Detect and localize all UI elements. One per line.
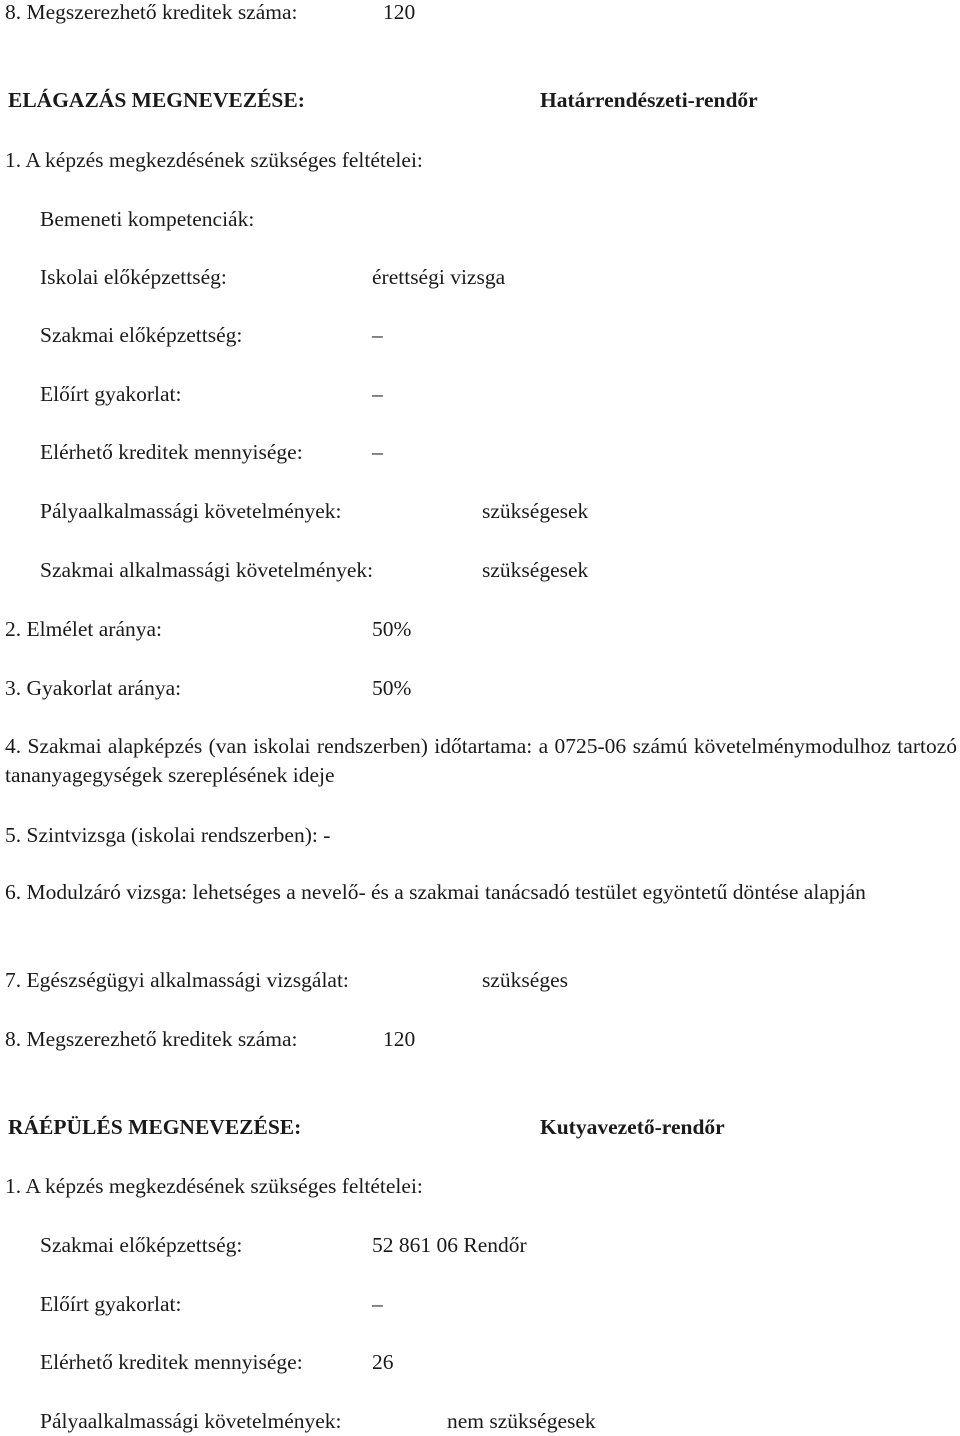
branch-credits-value: 120 <box>383 1027 416 1051</box>
input-competencies-label: Bemeneti kompetenciák: <box>40 207 255 231</box>
branch-item-1: 1. A képzés megkezdésének szükséges feltételei: <box>5 148 423 172</box>
practice-ratio-value: 50% <box>372 676 412 700</box>
module-exam-paragraph: 6. Modulzáró vizsga: lehetséges a nevelő- és a szakmai tanácsadó testület egyöntetű döntése alapján <box>5 880 866 904</box>
addon-heading: RÁÉPÜLÉS MEGNEVEZÉSE: <box>8 1115 302 1139</box>
training-duration-paragraph: 4. Szakmai alapképzés (van iskolai rendszerben) időtartama: a 0725-06 számú követelménymodulhoz tartozó tananyagegységek szereplésének ideje <box>5 734 957 787</box>
theory-ratio-label: 2. Elmélet aránya: <box>5 617 162 641</box>
required-practice-label: Előírt gyakorlat: <box>40 382 182 406</box>
top-credits-value: 120 <box>383 0 416 24</box>
addon-name: Kutyavezető-rendőr <box>540 1115 725 1139</box>
addon-professional-value: 52 861 06 Rendőr <box>372 1233 527 1257</box>
practice-ratio-label: 3. Gyakorlat aránya: <box>5 676 182 700</box>
top-credits-label: 8. Megszerezhető kreditek száma: <box>5 0 298 24</box>
professional-prereq-value: – <box>372 323 383 347</box>
branch-name: Határrendészeti-rendőr <box>540 88 758 112</box>
addon-career-fitness-value: nem szükségesek <box>447 1409 596 1433</box>
professional-fitness-value: szükségesek <box>482 558 589 582</box>
addon-professional-label: Szakmai előképzettség: <box>40 1233 243 1257</box>
school-prereq-value: érettségi vizsga <box>372 265 506 289</box>
health-exam-value: szükséges <box>482 968 568 992</box>
addon-credits-label: Elérhető kreditek mennyisége: <box>40 1350 303 1374</box>
addon-practice-label: Előírt gyakorlat: <box>40 1292 182 1316</box>
theory-ratio-value: 50% <box>372 617 412 641</box>
addon-credits-value: 26 <box>372 1350 394 1374</box>
required-practice-value: – <box>372 382 383 406</box>
level-exam-line: 5. Szintvizsga (iskolai rendszerben): - <box>5 823 331 847</box>
school-prereq-label: Iskolai előképzettség: <box>40 265 227 289</box>
addon-item-1: 1. A képzés megkezdésének szükséges feltételei: <box>5 1174 423 1198</box>
career-fitness-value: szükségesek <box>482 499 589 523</box>
professional-prereq-label: Szakmai előképzettség: <box>40 323 243 347</box>
branch-heading: ELÁGAZÁS MEGNEVEZÉSE: <box>8 88 305 112</box>
professional-fitness-label: Szakmai alkalmassági követelmények: <box>40 558 374 582</box>
career-fitness-label: Pályaalkalmassági követelmények: <box>40 499 342 523</box>
credits-amount-label: Elérhető kreditek mennyisége: <box>40 440 303 464</box>
branch-credits-label: 8. Megszerezhető kreditek száma: <box>5 1027 298 1051</box>
credits-amount-value: – <box>372 440 383 464</box>
addon-career-fitness-label: Pályaalkalmassági követelmények: <box>40 1409 342 1433</box>
addon-practice-value: – <box>372 1292 383 1316</box>
health-exam-label: 7. Egészségügyi alkalmassági vizsgálat: <box>5 968 349 992</box>
